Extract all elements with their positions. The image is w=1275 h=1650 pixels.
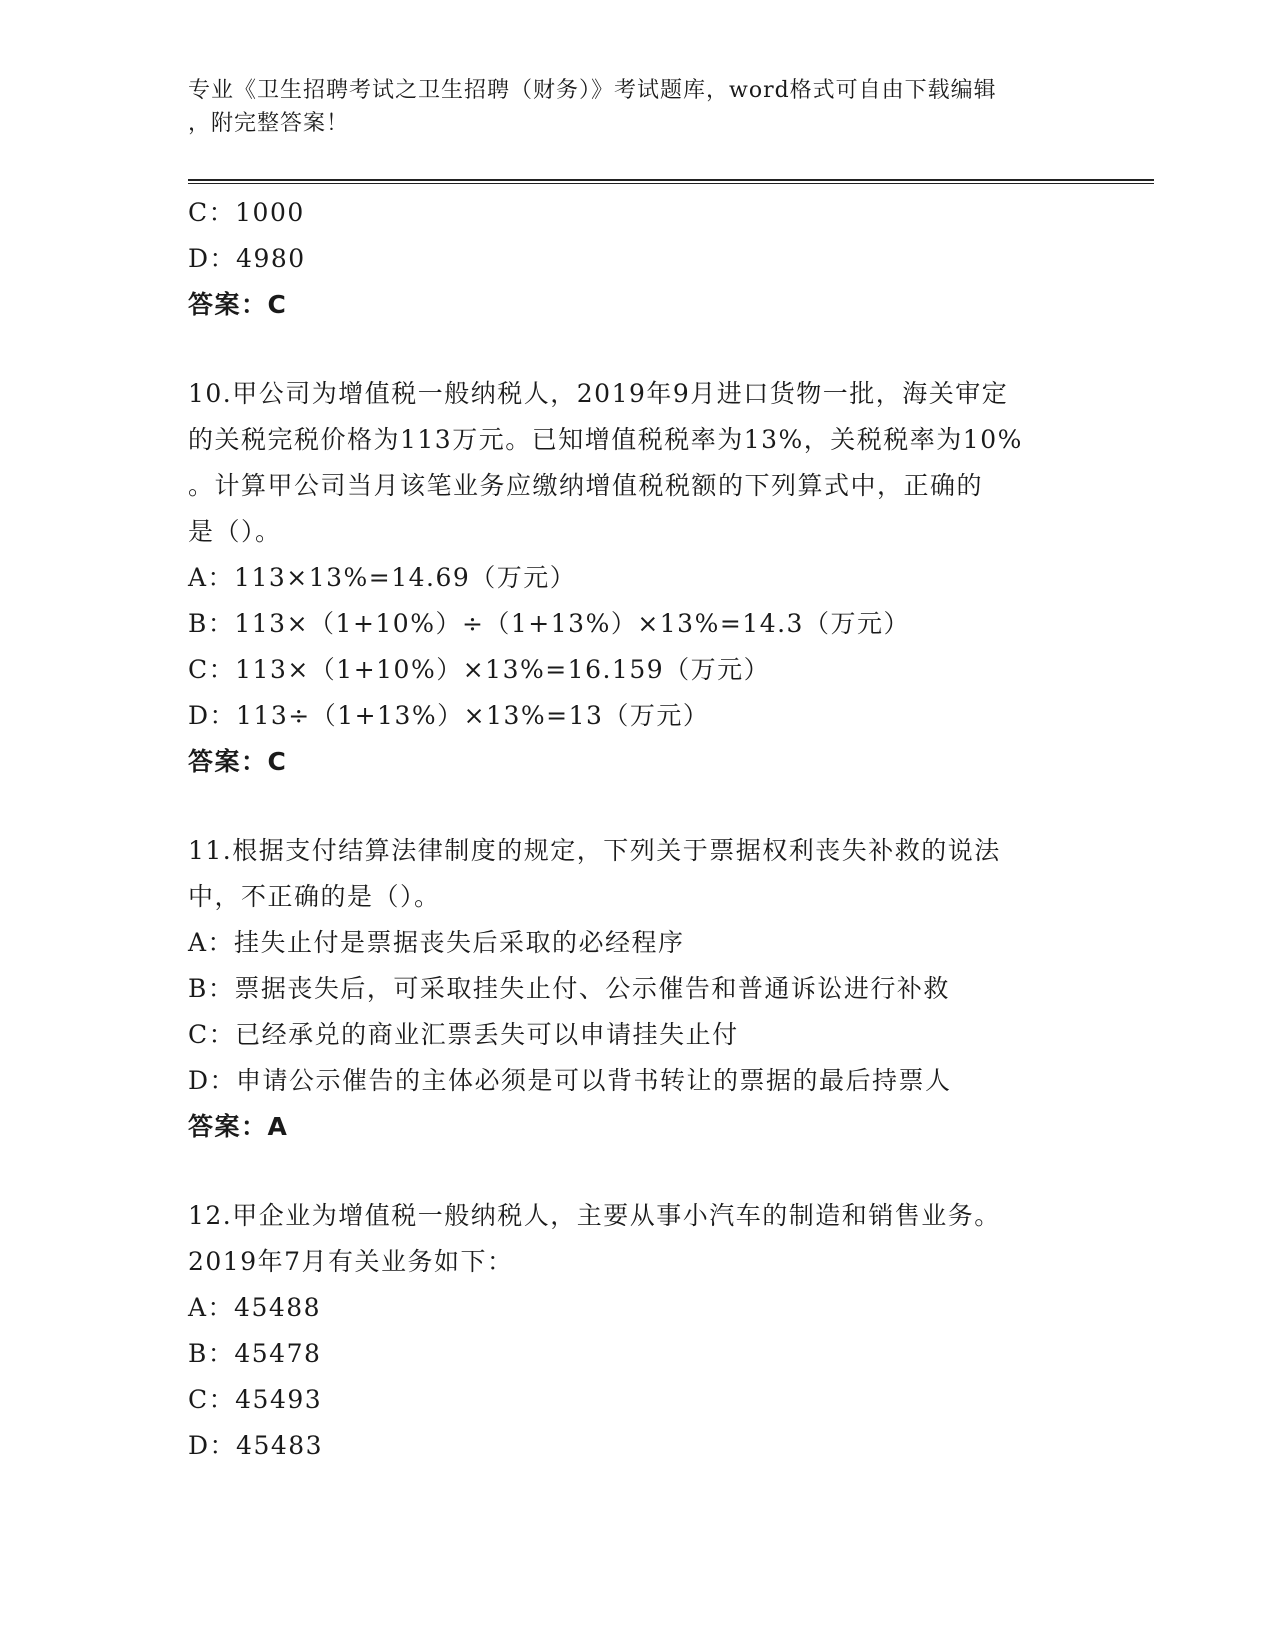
option-b: B：113×（1+10%）÷（1+13%）×13%=14.3（万元） xyxy=(188,609,910,638)
previous-question-tail xyxy=(188,190,1088,328)
question-11 xyxy=(188,828,1088,1150)
question-text-line: 11.根据支付结算法律制度的规定，下列关于票据权利丧失补救的说法 xyxy=(188,836,1001,865)
document-header xyxy=(188,74,1068,140)
answer-label: 答案：C xyxy=(188,290,288,319)
option-c: C：113×（1+10%）×13%=16.159（万元） xyxy=(188,655,771,684)
header-line-1: 专业《卫生招聘考试之卫生招聘（财务）》考试题库，word格式可自由下载编辑 xyxy=(188,78,997,103)
document-body xyxy=(188,190,1088,1469)
header-divider-thin xyxy=(188,183,1154,184)
question-10 xyxy=(188,371,1088,785)
option-d: D：申请公示催告的主体必须是可以背书转让的票据的最后持票人 xyxy=(188,1066,952,1095)
question-text-line: 12.甲企业为增值税一般纳税人，主要从事小汽车的制造和销售业务。 xyxy=(188,1201,1001,1230)
answer-label: 答案：A xyxy=(188,1112,289,1141)
option-c: C：1000 xyxy=(188,198,305,227)
spacer xyxy=(188,328,1088,371)
spacer xyxy=(188,1150,1088,1193)
option-d: D：113÷（1+13%）×13%=13（万元） xyxy=(188,701,710,730)
question-text-line: 10.甲公司为增值税一般纳税人，2019年9月进口货物一批，海关审定 xyxy=(188,379,1009,408)
option-d: D：4980 xyxy=(188,244,306,273)
question-text-line: 。计算甲公司当月该笔业务应缴纳增值税税额的下列算式中，正确的 xyxy=(188,471,984,500)
option-a: A：45488 xyxy=(188,1293,322,1322)
question-12 xyxy=(188,1193,1088,1469)
question-text-line: 是（）。 xyxy=(188,517,282,546)
spacer xyxy=(188,785,1088,828)
question-text-line: 2019年7月有关业务如下： xyxy=(188,1247,514,1276)
question-text-line: 中，不正确的是（）。 xyxy=(188,882,441,911)
question-text-line: 的关税完税价格为113万元。已知增值税税率为13%，关税税率为10% xyxy=(188,425,1023,454)
option-c: C：已经承兑的商业汇票丢失可以申请挂失止付 xyxy=(188,1020,739,1049)
option-c: C：45493 xyxy=(188,1385,323,1414)
option-a: A：挂失止付是票据丧失后采取的必经程序 xyxy=(188,928,685,957)
answer-label: 答案：C xyxy=(188,747,288,776)
header-divider-thick xyxy=(188,179,1154,181)
option-a: A：113×13%=14.69（万元） xyxy=(188,563,577,592)
option-d: D：45483 xyxy=(188,1431,324,1460)
option-b: B：票据丧失后，可采取挂失止付、公示催告和普通诉讼进行补救 xyxy=(188,974,950,1003)
option-b: B：45478 xyxy=(188,1339,322,1368)
header-line-2: ，附完整答案！ xyxy=(188,111,350,136)
